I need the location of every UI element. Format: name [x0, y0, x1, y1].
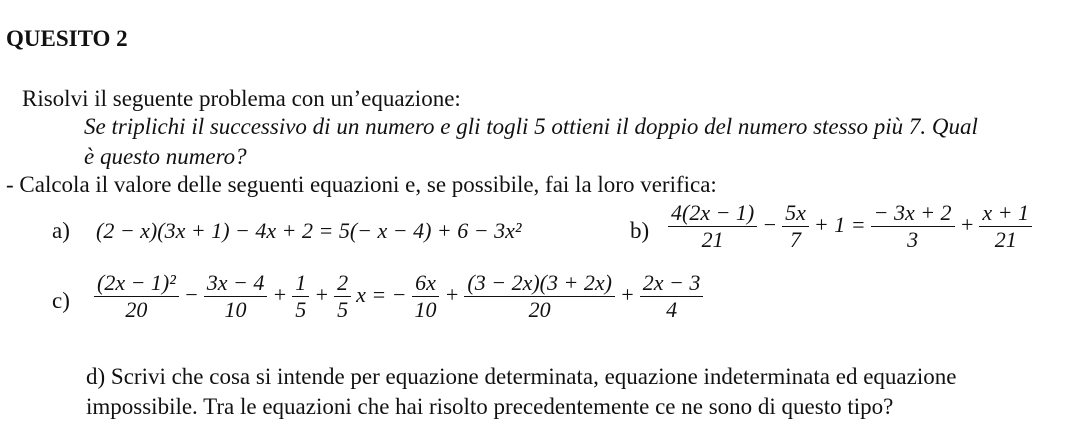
eq-c-f4-numerator: 2	[334, 270, 351, 297]
eq-c-operator-4: +	[444, 281, 460, 307]
eq-c-fraction-2	[204, 270, 268, 323]
eq-c-f3-denominator: 5	[295, 297, 307, 322]
eq-c-label: c)	[52, 288, 70, 313]
eq-c-f6-numerator: (3 − 2x)(3 + 2x)	[464, 270, 615, 297]
eq-c-f5-numerator: 6x	[412, 270, 439, 297]
eq-b-fraction-2	[782, 200, 809, 253]
eq-c-operator-3: +	[314, 281, 330, 307]
eq-c-fraction-6	[464, 270, 615, 323]
eq-c-f6-denominator: 20	[528, 297, 551, 322]
eq-c-fraction-3	[292, 270, 309, 323]
eq-c-operator-1: −	[183, 281, 199, 307]
eq-c-f4-denominator: 5	[337, 297, 349, 322]
eq-b-expression	[666, 200, 1034, 253]
eq-c-f7-numerator: 2x − 3	[640, 270, 704, 297]
eq-b-fraction-3	[871, 200, 955, 253]
eq-c-fraction-1	[94, 270, 179, 323]
eq-b-f4-denominator: 21	[994, 227, 1017, 252]
part-d-line-1: d) Scrivi che cosa si intende per equazione determinata, equazione indeterminata ed equazione	[86, 364, 957, 389]
eq-c-middle: x = −	[356, 281, 407, 307]
eq-b-f3-numerator: − 3x + 2	[871, 200, 955, 227]
eq-c-operator-2: +	[272, 281, 288, 307]
problem-line-1: Se triplichi il successivo di un numero e gli togli 5 ottieni il doppio del numero stesso più 7. Qual	[84, 114, 978, 139]
eq-c-f3-numerator: 1	[292, 270, 309, 297]
eq-b-operator-2: +	[959, 211, 975, 237]
instruction-text: - Calcola il valore delle seguenti equazioni e, se possibile, fai la loro verifica:	[6, 172, 717, 197]
eq-b-fraction-4	[979, 200, 1032, 253]
eq-b-middle: + 1 =	[813, 211, 866, 237]
eq-c-operator-5: +	[619, 281, 635, 307]
eq-c-expression	[92, 270, 705, 323]
eq-a-expression: (2 − x)(3x + 1) − 4x + 2 = 5(− x − 4) + 6 − 3x²	[96, 218, 522, 243]
intro-text: Risolvi il seguente problema con un’equazione:	[22, 86, 461, 111]
eq-c-fraction-7	[640, 270, 704, 323]
eq-c-fraction-5	[412, 270, 440, 323]
eq-c-f7-denominator: 4	[666, 297, 678, 322]
eq-b-f2-denominator: 7	[790, 227, 801, 252]
heading: QUESITO 2	[6, 26, 128, 51]
eq-c-f1-denominator: 20	[125, 297, 148, 322]
eq-a-label: a)	[52, 218, 70, 243]
eq-c-f2-denominator: 10	[224, 297, 247, 322]
eq-c-f1-numerator: (2x − 1)²	[94, 270, 179, 297]
eq-b-f1-numerator: 4(2x − 1)	[668, 200, 757, 227]
eq-b-label: b)	[630, 218, 650, 243]
eq-c-f5-denominator: 10	[414, 297, 437, 322]
eq-b-f4-numerator: x + 1	[979, 200, 1032, 227]
eq-b-fraction-1	[668, 200, 757, 253]
eq-b-operator-1: −	[762, 211, 778, 237]
eq-b-f2-numerator: 5x	[782, 200, 809, 227]
problem-line-2: è questo numero?	[84, 144, 247, 169]
part-d-line-2: impossibile. Tra le equazioni che hai risolto precedentemente ce ne sono di questo tipo?	[86, 394, 894, 419]
eq-c-fraction-4	[334, 270, 351, 323]
eq-b-f1-denominator: 21	[701, 227, 724, 252]
eq-b-f3-denominator: 3	[907, 227, 919, 252]
eq-c-f2-numerator: 3x − 4	[204, 270, 268, 297]
